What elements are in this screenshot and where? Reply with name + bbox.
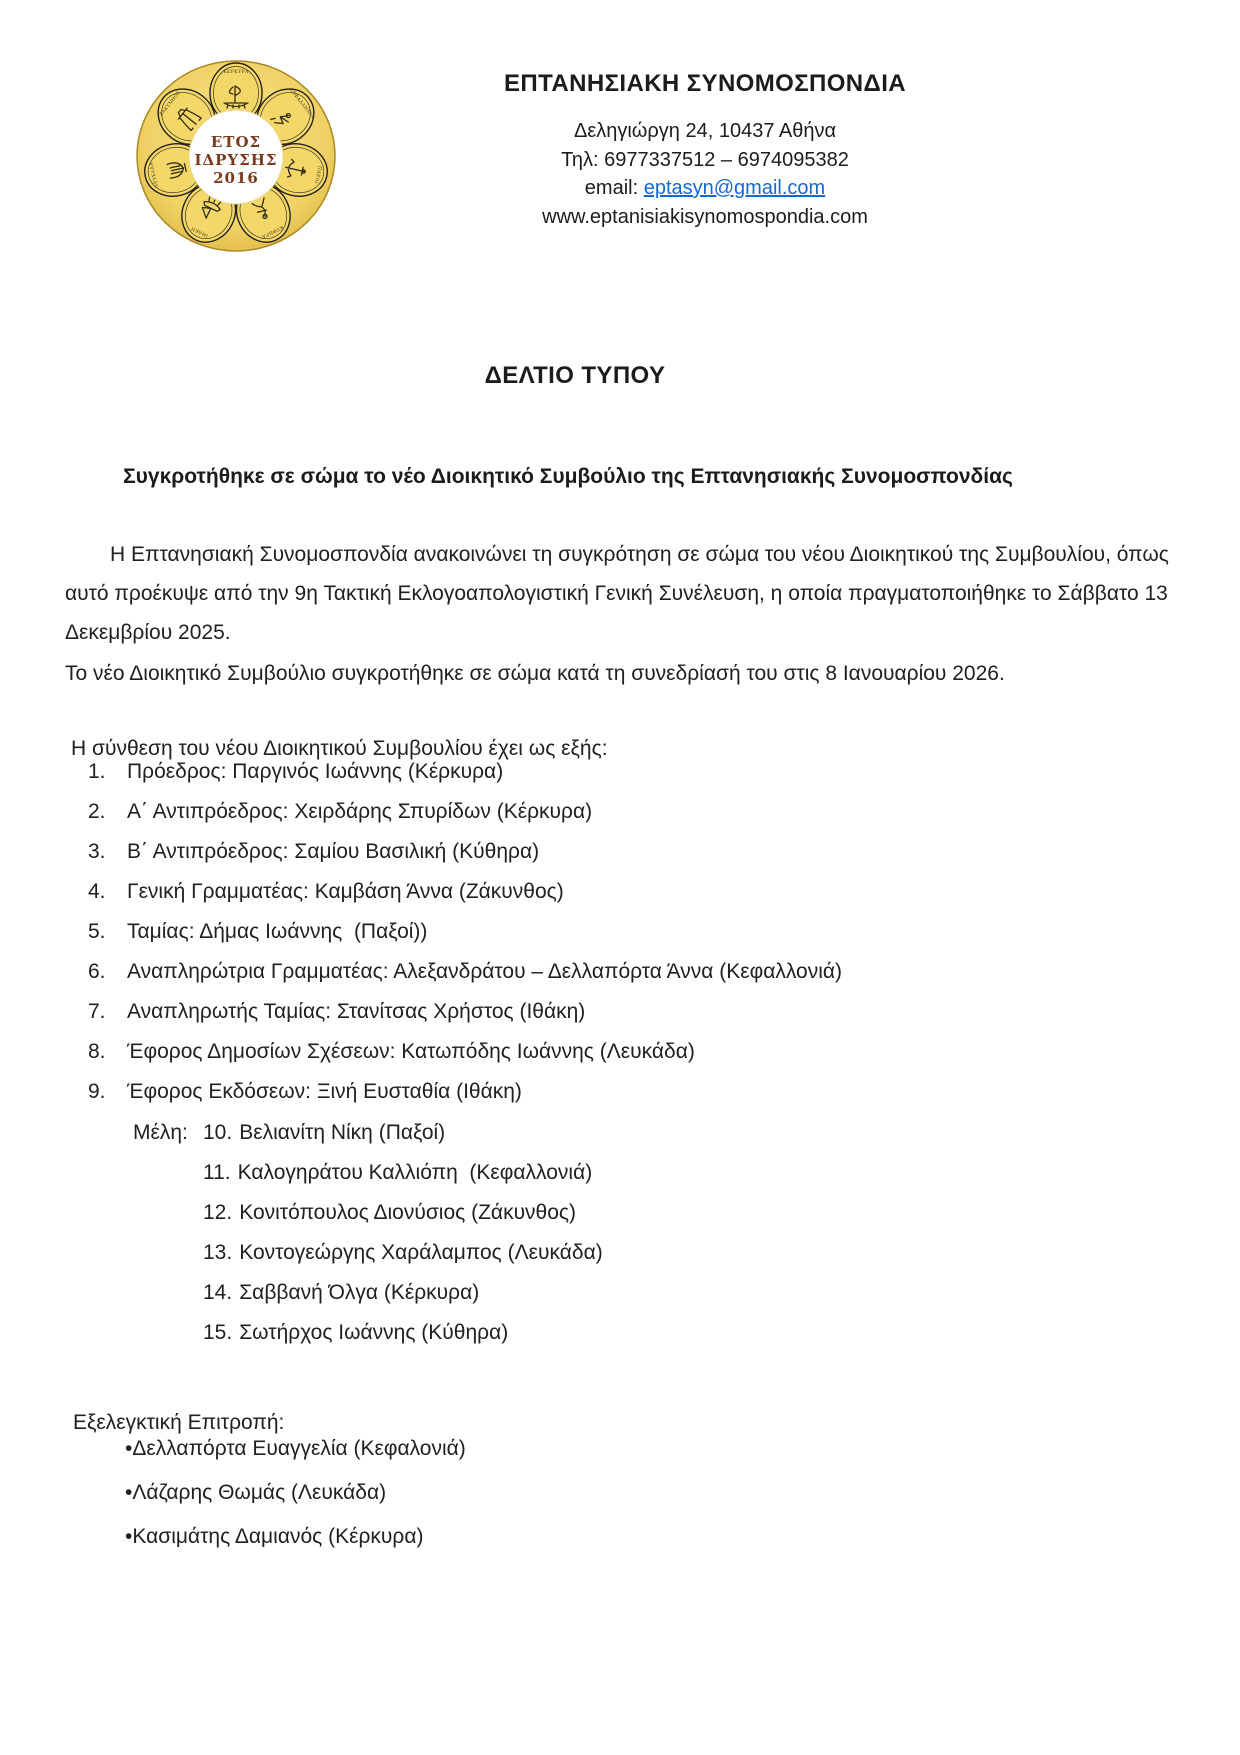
island-name-label: ΖΑΚΥΝΘΟΣ (159, 90, 183, 118)
item-number: 13. (203, 1241, 233, 1264)
board-member-item (203, 1233, 1177, 1273)
board-officer-item (65, 1072, 1177, 1112)
item-number: 5. (88, 920, 106, 943)
board-member-item (203, 1113, 1177, 1153)
board-officer-item (65, 792, 1177, 832)
item-number: 14. (203, 1281, 233, 1304)
board-intro-line: Η σύνθεση του νέου Διοικητικού Συμβουλίου έχει ως εξής: (71, 737, 608, 760)
board-officer-item (65, 832, 1177, 872)
item-text: Γενική Γραμματέας: Καμβάση Άννα (Ζάκυνθος) (127, 880, 564, 903)
organization-logo (136, 60, 336, 252)
audit-committee-item (125, 1471, 1237, 1515)
press-release-subtitle: Συγκροτήθηκε σε σώμα το νέο Διοικητικό Συμβούλιο της Επτανησιακής Συνομοσπονδίας (123, 465, 1013, 488)
bullet-glyph: • (125, 1437, 133, 1460)
audit-committee-heading: Εξελεγκτική Επιτροπή: (73, 1411, 285, 1434)
bullet-glyph: • (125, 1525, 133, 1548)
board-member-item (203, 1193, 1177, 1233)
logo-center-text: ΕΤΟΣ (210, 133, 262, 151)
body-paragraph-2: Το νέο Διοικητικό Συμβούλιο συγκροτήθηκε σε σώμα κατά τη συνεδρίασή του στις 8 Ιανουαρίου 2026. (65, 662, 1005, 685)
website-line: www.eptanisiakisynomospondia.com (542, 205, 868, 228)
board-members-section (65, 1113, 1177, 1353)
item-number: 8. (88, 1040, 106, 1063)
board-member-item (203, 1153, 1177, 1193)
board-officer-item (65, 952, 1177, 992)
email-line (360, 174, 1050, 203)
audit-committee-item (125, 1427, 1237, 1471)
board-officer-item (65, 872, 1177, 912)
organization-name: ΕΠΤΑΝΗΣΙΑΚΗ ΣΥΝΟΜΟΣΠΟΝΔΙΑ (503, 70, 906, 97)
item-text: Έφορος Δημοσίων Σχέσεων: Κατωπόδης Ιωάννης (Λευκάδα) (127, 1040, 695, 1063)
item-number: 12. (203, 1201, 233, 1224)
body-paragraph-1: Η Επτανησιακή Συνομοσπονδία ανακοινώνει τη συγκρότηση σε σώμα του νέου Διοικητικού της Συμβουλίου, όπως αυτό προέκυψε από την 9η Τακτική Εκλογοαπολογιστική Γενική Συνέλευση, η οποία πραγματοποιήθηκε το Σάββατο 13 Δεκεμβρίου 2025. (65, 543, 1169, 644)
logo-center-text: ΙΔΡΥΣΗΣ (194, 151, 278, 169)
item-text: Έφορος Εκδόσεων: Ξινή Ευσταθία (Ιθάκη) (127, 1080, 522, 1103)
board-officers-list (65, 752, 1177, 1112)
item-number: 7. (88, 1000, 106, 1023)
board-member-item (203, 1273, 1177, 1313)
email-link[interactable]: eptasyn@gmail.com (643, 177, 826, 199)
item-number: 3. (88, 840, 106, 863)
item-text: Δελλαπόρτα Ευαγγελία (Κεφαλονιά) (132, 1437, 466, 1460)
board-officer-item (65, 992, 1177, 1032)
island-name-label: ΠΑΞΟΙ (312, 165, 322, 184)
island-name-label: ΚΥΘΗΡΑ (260, 224, 284, 239)
item-text: Πρόεδρος: Παργινός Ιωάννης (Κέρκυρα) (127, 760, 504, 783)
island-name-label: ΙΘΑΚΗ (190, 225, 210, 238)
bullet-glyph: • (125, 1481, 133, 1504)
header-block (360, 70, 1050, 231)
board-officer-item (65, 752, 1177, 792)
item-text: Κασιμάτης Δαμιανός (Κέρκυρα) (132, 1525, 424, 1548)
item-text: Αναπληρώτρια Γραμματέας: Αλεξανδράτου – Δελλαπόρτα Άννα (Κεφαλλονιά) (127, 960, 842, 983)
item-number: 9. (88, 1080, 106, 1103)
phone-line: Τηλ: 6977337512 – 6974095382 (561, 148, 849, 171)
island-name-label: ΛΕΥΚΑΔΑ (149, 161, 160, 188)
item-number: 6. (88, 960, 106, 983)
audit-committee-item (125, 1515, 1237, 1559)
item-text: Λάζαρης Θωμάς (Λευκάδα) (132, 1481, 387, 1504)
board-members-list (65, 1113, 1177, 1353)
island-name-label: ΚΕΡΚΥΡΑ (223, 70, 249, 75)
item-text: Β΄ Αντιπρόεδρος: Σαμίου Βασιλική (Κύθηρα) (127, 840, 540, 863)
item-number: 4. (88, 880, 106, 903)
members-label: Μέλη: (133, 1121, 188, 1144)
item-text: Καλογηράτου Καλλιόπη (Κεφαλλονιά) (237, 1161, 593, 1184)
item-text: Βελιανίτη Νίκη (Παξοί) (239, 1121, 446, 1144)
board-officer-item (65, 1032, 1177, 1072)
item-text: Κοντογεώργης Χαράλαμπος (Λευκάδα) (239, 1241, 603, 1264)
address-line: Δεληγιώργη 24, 10437 Αθήνα (573, 120, 837, 142)
item-number: 15. (203, 1321, 233, 1344)
email-label: email: (584, 177, 644, 199)
item-number: 1. (88, 760, 106, 783)
item-text: Σαββανή Όλγα (Κέρκυρα) (239, 1281, 480, 1304)
item-number: 10. (203, 1121, 233, 1144)
board-member-item (203, 1313, 1177, 1353)
press-release-title: ΔΕΛΤΙΟ ΤΥΠΟΥ (484, 361, 666, 389)
audit-committee-list (65, 1427, 1237, 1559)
item-text: Αναπληρωτής Ταμίας: Στανίτσας Χρήστος (Ιθάκη) (127, 1000, 586, 1023)
item-number: 2. (88, 800, 106, 823)
item-text: Σωτήρχος Ιωάννης (Κύθηρα) (239, 1321, 509, 1344)
island-name-label: ΚΕΦΑΛΛΗΝΙΑ (287, 87, 316, 121)
item-text: Κονιτόπουλος Διονύσιος (Ζάκυνθος) (239, 1201, 577, 1224)
logo-center-text: 2016 (213, 169, 259, 187)
board-officer-item (65, 912, 1177, 952)
item-number: 11. (203, 1161, 231, 1184)
item-text: Ταμίας: Δήμας Ιωάννης (Παξοί)) (127, 920, 428, 943)
seven-islands-emblem-icon (136, 60, 336, 252)
item-text: Α΄ Αντιπρόεδρος: Χειρδάρης Σπυρίδων (Κέρκυρα) (127, 800, 593, 823)
